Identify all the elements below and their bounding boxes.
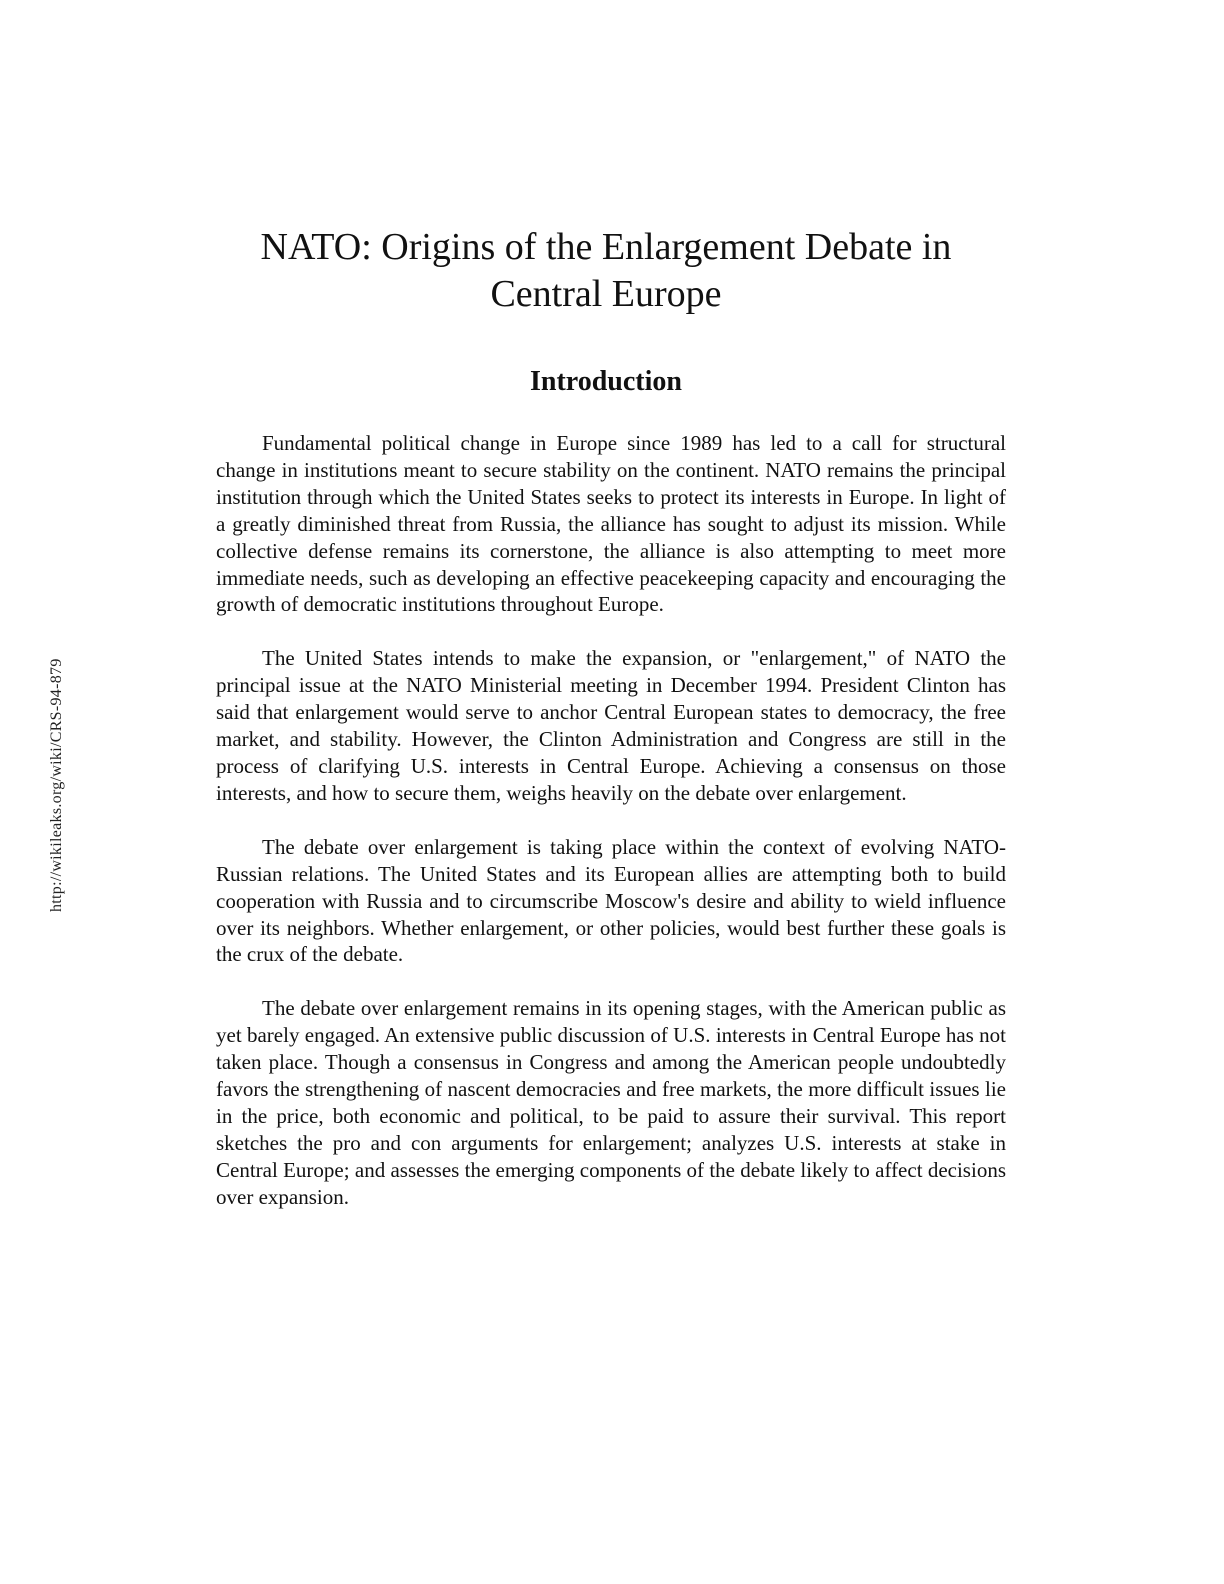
- paragraph-1: Fundamental political change in Europe since 1989 has led to a call for structural change in institutions meant to secure stability on the continent. NATO remains the principal institution through which the United States seeks to protect its interests in Europe. In light of a greatly diminished threat from Russia, the alliance has sought to adjust its mission. While collective defense remains its cornerstone, the alliance is also attempting to meet more immediate needs, such as developing an effective peacekeeping capacity and encouraging the growth of democratic institutions throughout Europe.: [216, 431, 1006, 617]
- section-heading-introduction: Introduction: [530, 366, 682, 397]
- paragraph-2: The United States intends to make the expansion, or "enlargement," of NATO the principal issue at the NATO Ministerial meeting in December 1994. President Clinton has said that enlargement would serve to anchor Central European states to democracy, the free market, and stability. However, the Clinton Administration and Congress are still in the process of clarifying U.S. interests in Central Europe. Achieving a consensus on those interests, and how to secure them, weighs heavily on the debate over enlargement.: [216, 646, 1006, 805]
- introduction-body: [216, 430, 1006, 1238]
- source-url-margin-note: http://wikileaks.org/wiki/CRS-94-879: [48, 658, 65, 912]
- paragraph-3: The debate over enlargement is taking place within the context of evolving NATO-Russian relations. The United States and its European allies are attempting both to build cooperation with Russia and to circumscribe Moscow's desire and ability to wield influence over its neighbors. Whether enlargement, or other policies, would best further these goals is the crux of the debate.: [216, 834, 1006, 967]
- document-title: NATO: Origins of the Enlargement Debate in Central Europe: [260, 226, 952, 315]
- paragraph-4: The debate over enlargement remains in its opening stages, with the American public as yet barely engaged. An extensive public discussion of U.S. interests in Central Europe has not taken place. Though a consensus in Congress and among the American people undoubtedly favors the strengthening of nascent democracies and free markets, the more difficult issues lie in the price, both economic and political, to be paid to assure their survival. This report sketches the pro and con arguments for enlargement; analyzes U.S. interests at stake in Central Europe; and assesses the emerging components of the debate likely to affect decisions over expansion.: [216, 996, 1006, 1209]
